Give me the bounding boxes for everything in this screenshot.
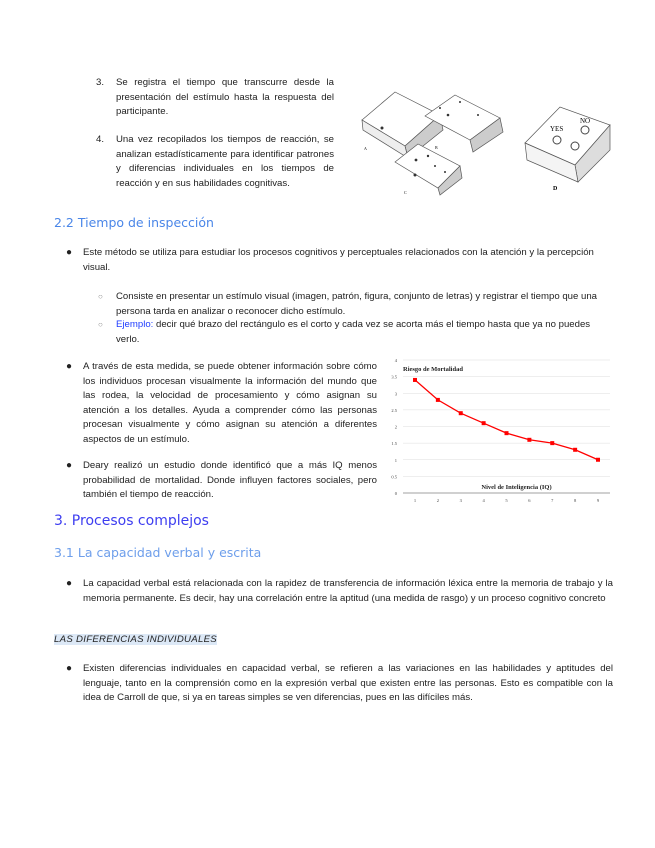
chart-title: Riesgo de Mortalidad	[403, 366, 463, 373]
paragraph-method: Este método se utiliza para estudiar los procesos cognitivos y perceptuales relacionados con la atención y la percepción visual.	[83, 247, 594, 273]
x-tick-label: 6	[528, 498, 531, 503]
x-tick-label: 5	[505, 498, 508, 503]
data-point	[413, 378, 417, 382]
data-point	[550, 441, 554, 445]
section-heading-3-1: 3.1 La capacidad verbal y escrita	[54, 545, 262, 560]
data-point	[505, 431, 509, 435]
list-number-4: 4.	[96, 134, 105, 145]
x-tick-label: 7	[551, 498, 554, 503]
series-line	[415, 380, 598, 460]
label-c: C	[404, 190, 407, 195]
y-tick-label: 3.5	[391, 374, 397, 380]
bullet-icon: ●	[66, 247, 73, 258]
list-number-3: 3.	[96, 77, 105, 88]
inspection-apparatus-figure	[360, 80, 620, 200]
paragraph-consiste: Consiste en presentar un estímulo visual (imagen, patrón, figura, conjunto de letras) y registrar el tiempo que una persona tarda en analizar o reconocer dicho estímulo.	[116, 291, 598, 317]
x-tick-label: 8	[574, 498, 577, 503]
mortality-chart	[385, 352, 615, 504]
y-tick-label: 4	[394, 358, 397, 363]
paragraph-diferencias: Existen diferencias individuales en capacidad verbal, se refieren a las variaciones en las habilidades y aptitudes del lenguaje, tanto en la comprensión como en la expresión verbal que existen entre las personas. Esto es compatible con la idea de Carroll de que, si ya en tareas simples se ven diferencias, pues en las difíciles más.	[83, 663, 613, 703]
bullet-icon: ●	[66, 361, 73, 372]
x-axis-label: Nivel de Inteligencia (IQ)	[481, 484, 552, 491]
x-tick-label: 4	[482, 498, 485, 503]
y-tick-label: 2.5	[391, 407, 397, 413]
data-point	[596, 458, 600, 462]
list-item-3: Se registra el tiempo que transcurre desde la presentación del estímulo hasta la respuesta del participante.	[116, 77, 334, 117]
label-b: B	[435, 145, 438, 150]
yes-label: YES	[550, 125, 564, 133]
bullet-icon: ●	[66, 663, 73, 674]
y-tick-label: 0	[394, 491, 397, 496]
bullet-icon: ●	[66, 578, 73, 589]
data-point	[527, 438, 531, 442]
x-tick-label: 2	[436, 498, 439, 503]
paragraph-capacidad-verbal: La capacidad verbal está relacionada con la rapidez de transferencia de información léxica entre la memoria de trabajo y la memoria permanente. Es decir, hay una correlación entre la aptitud (una medida de rasgo) y un proceso cognitivo concreto	[83, 578, 613, 604]
circle-bullet-icon: ○	[98, 320, 103, 329]
label-a: A	[364, 146, 367, 151]
section-heading-3: 3. Procesos complejos	[54, 513, 209, 529]
section-heading-2-2: 2.2 Tiempo de inspección	[54, 215, 214, 230]
y-tick-label: 0.5	[391, 474, 397, 480]
list-item-4: Una vez recopilados los tiempos de reacción, se analizan estadísticamente para identificar patrones y diferencias individuales en los tiempos de reacción y en sus habilidades cognitivas.	[116, 134, 334, 189]
y-tick-label: 1	[394, 457, 397, 463]
data-point	[459, 411, 463, 415]
data-point	[482, 421, 486, 425]
x-tick-label: 9	[596, 498, 600, 503]
highlighted-subheading: LAS DIFERENCIAS INDIVIDUALES	[54, 634, 218, 645]
bullet-icon: ●	[66, 460, 73, 471]
x-tick-label: 1	[413, 498, 417, 503]
x-tick-label: 3	[459, 498, 462, 503]
circle-bullet-icon: ○	[98, 292, 103, 301]
y-tick-label: 3	[394, 391, 397, 397]
y-tick-label: 1.5	[391, 441, 397, 447]
example-label: Ejemplo:	[116, 319, 154, 330]
no-label: NO	[580, 117, 591, 125]
data-point	[436, 398, 440, 402]
data-point	[573, 448, 577, 452]
y-tick-label: 2	[394, 424, 397, 430]
paragraph-example: decir qué brazo del rectángulo es el corto y cada vez se acorta más el tiempo hasta que ya no puedes verlo.	[116, 319, 591, 345]
paragraph-deary: Deary realizó un estudio donde identificó que a más IQ menos probabilidad de mortalidad. Donde influyen factores sociales, pero también el tiempo de reacción.	[83, 460, 377, 500]
paragraph-medida: A través de esta medida, se puede obtener información sobre cómo los individuos procesan visualmente la información del mundo que las rodea, la velocidad de procesamiento y cómo asignan su atención a los detalles. Ayuda a comprender cómo las personas procesan visualmente y cómo asignan su atención a diferentes aspectos de un estímulo.	[83, 361, 377, 445]
label-d: D	[553, 186, 558, 192]
